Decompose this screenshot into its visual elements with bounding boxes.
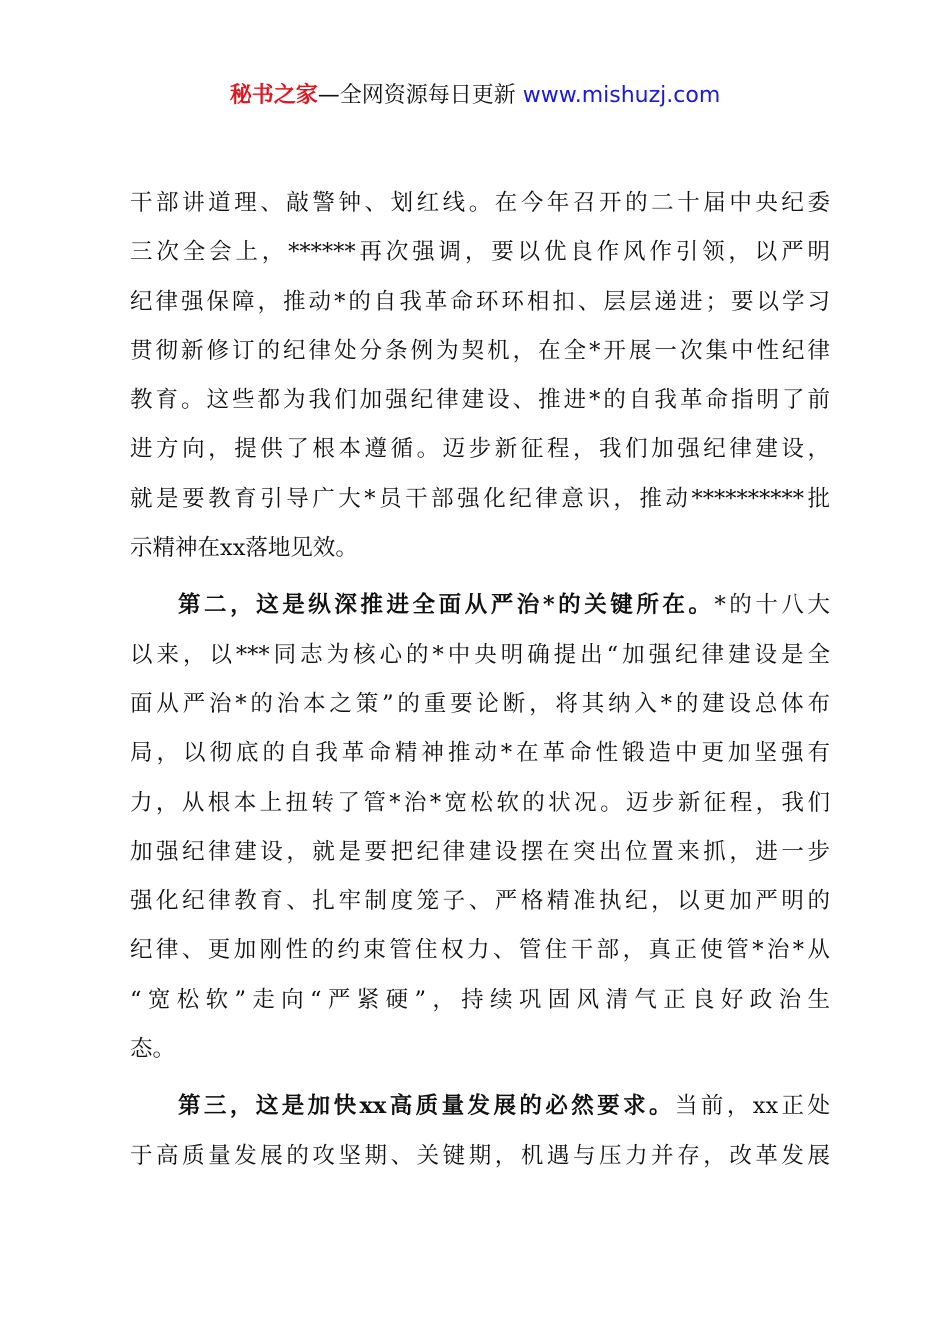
site-tagline: —全网资源每日更新	[317, 83, 523, 108]
text-line: 强化纪律教育、扎牢制度笼子、严格精准执纪，以更加严明的	[130, 888, 830, 915]
text-line: 以来，以***同志为核心的*中央明确提出“加强纪律建设是全	[130, 641, 830, 668]
text-line: 力，从根本上扭转了管*治*宽松软的状况。迈步新征程，我们	[130, 789, 830, 816]
site-header	[0, 80, 950, 112]
text-line: 三次全会上，******再次强调，要以优良作风作引领，以严明	[130, 239, 830, 266]
text-line: 示精神在xx落地见效。	[130, 535, 358, 562]
text-line: 面从严治*的治本之策”的重要论断，将其纳入*的建设总体布	[130, 690, 830, 717]
text-line: 干部讲道理、敲警钟、划红线。在今年召开的二十届中央纪委	[130, 190, 830, 216]
paragraph-2	[130, 581, 830, 1074]
paragraph-lead: 第二，这是纵深推进全面从严治*的关键所在。	[178, 592, 715, 619]
text-line: 态。	[130, 1036, 176, 1063]
document-body	[130, 179, 830, 1181]
text-line: 纪律、更加刚性的约束管住权力、管住干部，真正使管*治*从	[130, 937, 830, 964]
text-line: 于高质量发展的攻坚期、关键期，机遇与压力并存，改革发展	[130, 1142, 830, 1169]
paragraph-lead-rest: 当前，xx正处	[674, 1093, 830, 1120]
site-brand: 秘书之家	[229, 83, 318, 108]
text-line: 进方向，提供了根本遵循。迈步新征程，我们加强纪律建设，	[130, 436, 830, 463]
text-line: 加强纪律建设，就是要把纪律建设摆在突出位置来抓，进一步	[130, 838, 830, 865]
site-url-link[interactable]: www.mishuzj.com	[522, 83, 721, 108]
text-line: 就是要教育引导广大*员干部强化纪律意识，推动**********批	[130, 485, 830, 512]
text-line: 局，以彻底的自我革命精神推动*在革命性锻造中更加坚强有	[130, 740, 830, 767]
paragraph-lead: 第三，这是加快xx高质量发展的必然要求。	[178, 1093, 675, 1120]
text-line	[130, 1082, 830, 1131]
paragraph-3	[130, 1082, 830, 1181]
paragraph-1	[130, 179, 830, 573]
text-line: “宽松软”走向“严紧硬”，持续巩固风清气正良好政治生	[130, 986, 830, 1013]
text-line	[130, 581, 830, 630]
text-line: 贯彻新修订的纪律处分条例为契机，在全*开展一次集中性纪律	[130, 337, 830, 364]
text-line: 纪律强保障，推动*的自我革命环环相扣、层层递进；要以学习	[130, 288, 830, 315]
paragraph-lead-rest: *的十八大	[714, 592, 830, 619]
text-line: 教育。这些都为我们加强纪律建设、推进*的自我革命指明了前	[130, 387, 830, 414]
